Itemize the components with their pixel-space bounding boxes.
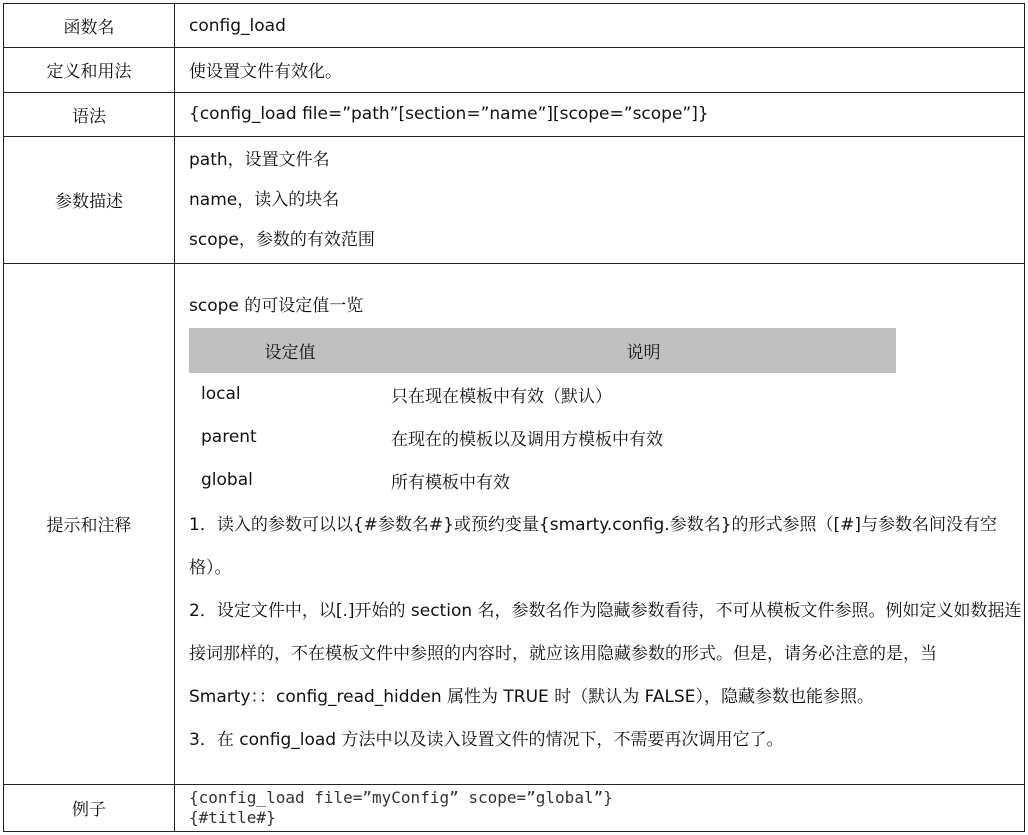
- scope-description: 只在现在模板中有效（默认）: [391, 386, 612, 407]
- row-example: [4, 784, 1025, 831]
- scope-value: parent: [201, 427, 257, 448]
- note-paragraph: 2．设定文件中，以[.]开始的 section 名，参数名作为隐藏参数看待，不可从模板文件参照。例如定义如数据连接词那样的，不在模板文件中参照的内容时，就应该用隐藏参数的形式。但是，请务必注意的是，当 Smarty：：config_read_hidden 属性为 TRUE 时（默认为 FALSE），隐藏参数也能参照。: [189, 600, 1022, 707]
- param-item: name，读入的块名: [189, 189, 340, 210]
- note-paragraph: 3．在 config_load 方法中以及读入设置文件的情况下，不需要再次调用它了。: [189, 729, 784, 750]
- row-function-name: [4, 4, 1025, 48]
- table-row: [189, 373, 896, 416]
- row-notes: [4, 263, 1025, 784]
- scope-description: 在现在的模板以及调用方模板中有效: [391, 429, 663, 450]
- value-params: [175, 136, 1025, 263]
- note-paragraph: 1．读入的参数可以以{#参数名#}或预约变量{smarty.config.参数名}的形式参照（[#]与参数名间没有空格）。: [189, 514, 998, 578]
- scope-table-header: [189, 328, 896, 373]
- label-syntax: 语法: [4, 92, 175, 136]
- label-example: 例子: [4, 784, 175, 831]
- example-code-line: {#title#}: [189, 807, 276, 827]
- scope-values-table: [189, 328, 896, 502]
- param-item: path，设置文件名: [189, 149, 330, 170]
- param-item: scope，参数的有效范围: [189, 229, 375, 250]
- example-code-line: {config_load file=”myConfig” scope=”global”}: [189, 787, 613, 807]
- value-definition: 使设置文件有效化。: [175, 48, 1025, 92]
- scope-value: global: [201, 470, 253, 491]
- scope-table-caption: scope 的可设定值一览: [189, 295, 364, 316]
- label-notes: 提示和注释: [4, 263, 175, 784]
- value-syntax: {config_load file=”path”[section=”name”][scope=”scope”]}: [175, 92, 1025, 136]
- value-notes: [175, 263, 1025, 784]
- function-reference-table: [3, 3, 1025, 832]
- label-definition: 定义和用法: [4, 48, 175, 92]
- header-description: 说明: [391, 328, 896, 373]
- header-value: 设定值: [189, 328, 391, 373]
- row-definition: [4, 48, 1025, 92]
- table-row: [189, 416, 896, 459]
- row-params: [4, 136, 1025, 263]
- value-example: [175, 784, 1025, 831]
- label-params: 参数描述: [4, 136, 175, 263]
- value-function-name: config_load: [175, 4, 1025, 48]
- label-function-name: 函数名: [4, 4, 175, 48]
- table-row: [189, 459, 896, 502]
- row-syntax: [4, 92, 1025, 136]
- scope-description: 所有模板中有效: [391, 472, 510, 493]
- scope-value: local: [201, 384, 241, 405]
